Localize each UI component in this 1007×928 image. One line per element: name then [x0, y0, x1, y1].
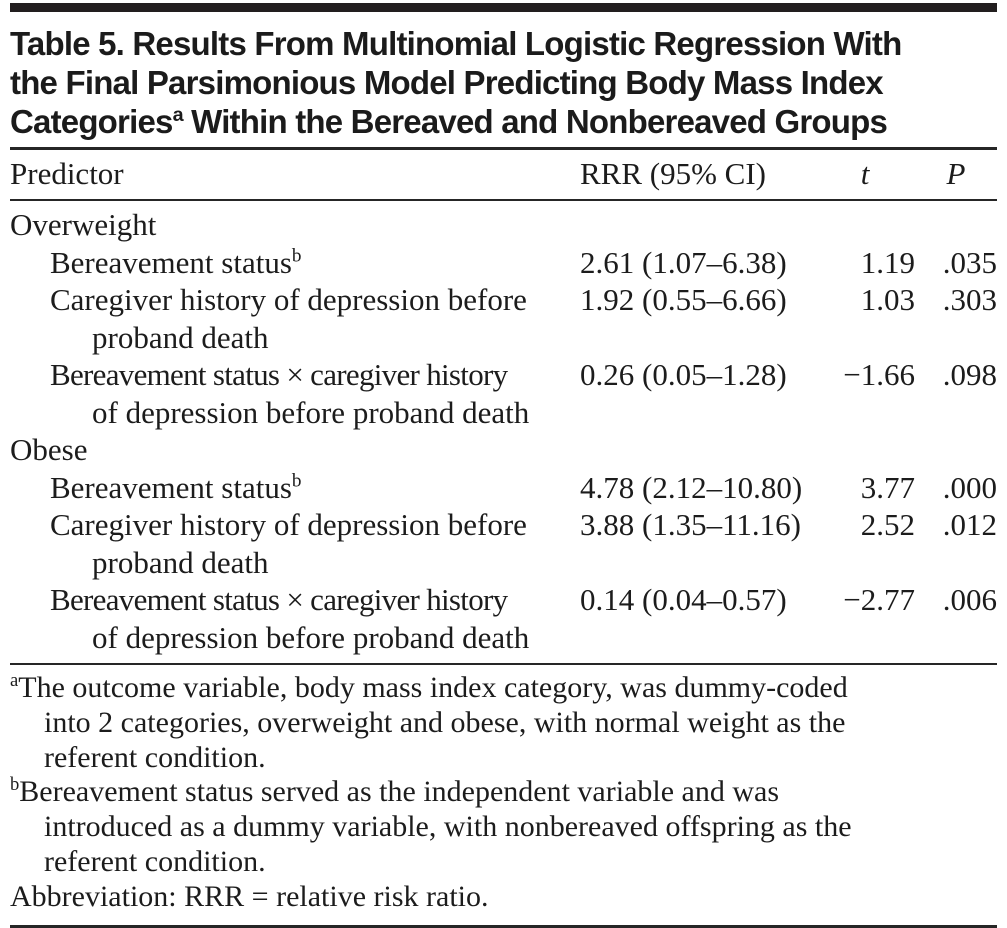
column-header-t: t — [860, 156, 870, 191]
rrr-value: 0.14 (0.04–0.57) — [580, 582, 787, 617]
predictor-label: Bereavement status × caregiver history — [50, 357, 508, 392]
section-row-obese — [10, 431, 997, 469]
title-footnote-marker-a: a — [172, 104, 183, 126]
footnote-marker-b: b — [291, 245, 302, 267]
predictor-cell — [10, 356, 580, 431]
footnote-a-marker: a — [10, 670, 19, 691]
column-header-predictor: Predictor — [10, 156, 124, 191]
predictor-text: Bereavement status — [50, 244, 292, 280]
rrr-value: 2.61 (1.07–6.38) — [580, 244, 787, 280]
footnote-a-line-2: into 2 categories, overweight and obese, with normal weight as the — [44, 705, 846, 739]
footnote-text: Bereavement status served as the independent variable and was — [19, 775, 780, 809]
p-value: .000 — [942, 469, 997, 505]
rrr-value: 4.78 (2.12–10.80) — [580, 469, 803, 505]
footnote-b-line-2: introduced as a dummy variable, with nonbereaved offspring as the — [44, 810, 852, 844]
predictor-label: Caregiver history of depression before — [50, 282, 527, 317]
t-value: 1.03 — [860, 282, 915, 317]
footnote-a-line-3: referent condition. — [44, 740, 266, 774]
rrr-value: 1.92 (0.55–6.66) — [580, 282, 787, 317]
footnote-b-line-1 — [10, 775, 997, 810]
t-value: 1.19 — [860, 244, 915, 280]
predictor-cell — [10, 244, 580, 282]
t-value: −1.66 — [843, 357, 915, 392]
p-value: .006 — [942, 582, 997, 617]
title-line-3-rest: Within the Bereaved and Nonbereaved Groups — [182, 103, 888, 140]
predictor-label — [10, 244, 580, 282]
footnote-marker-b: b — [291, 470, 302, 492]
title-line-1: Table 5. Results From Multinomial Logistic Regression With — [10, 25, 902, 62]
table-row — [10, 244, 997, 282]
p-value: .035 — [942, 244, 997, 280]
footnote-b-marker: b — [10, 774, 20, 796]
column-header-p: P — [946, 156, 966, 191]
table-row — [10, 469, 997, 507]
predictor-cell — [10, 506, 580, 581]
p-value: .303 — [942, 282, 997, 317]
column-header-row — [10, 150, 997, 199]
t-value: 2.52 — [860, 507, 915, 542]
footnote-a-line-1 — [10, 671, 997, 706]
title-line-3-text: Categories — [10, 103, 173, 140]
p-value: .098 — [942, 357, 997, 392]
table-row — [10, 506, 997, 581]
title-line-3 — [10, 102, 997, 141]
predictor-label-cont: of depression before proband death — [92, 619, 530, 655]
predictor-text: Bereavement status — [50, 469, 292, 505]
table-body — [10, 201, 997, 663]
t-value: 3.77 — [860, 469, 915, 505]
predictor-cell — [10, 581, 580, 656]
t-value: −2.77 — [843, 582, 915, 617]
predictor-label — [10, 469, 580, 507]
section-label: Obese — [10, 432, 88, 467]
table-row — [10, 356, 997, 431]
predictor-label: Bereavement status × caregiver history — [50, 582, 508, 617]
rrr-value: 0.26 (0.05–1.28) — [580, 357, 787, 392]
footnote-text: The outcome variable, body mass index category, was dummy-coded — [18, 671, 848, 704]
table-row — [10, 281, 997, 356]
column-header-rrr: RRR (95% CI) — [580, 156, 766, 191]
predictor-label: Caregiver history of depression before — [50, 507, 527, 542]
section-label: Overweight — [10, 207, 157, 242]
p-value: .012 — [942, 507, 997, 542]
predictor-label-cont: of depression before proband death — [92, 394, 530, 430]
bottom-rule — [10, 925, 997, 928]
rrr-value: 3.88 (1.35–11.16) — [580, 507, 801, 542]
predictor-cell — [10, 469, 580, 507]
predictor-label-cont: proband death — [92, 544, 269, 580]
title-line-2: the Final Parsimonious Model Predicting Body Mass Index — [10, 64, 883, 101]
predictor-cell — [10, 281, 580, 356]
table-row — [10, 581, 997, 656]
footnotes — [10, 665, 997, 919]
abbreviation-line: Abbreviation: RRR = relative risk ratio. — [10, 879, 489, 913]
footnote-b-line-3: referent condition. — [44, 844, 266, 878]
section-row-overweight — [10, 206, 997, 244]
top-rule-bar — [10, 3, 997, 12]
table-title — [10, 24, 997, 141]
predictor-label-cont: proband death — [92, 319, 269, 355]
